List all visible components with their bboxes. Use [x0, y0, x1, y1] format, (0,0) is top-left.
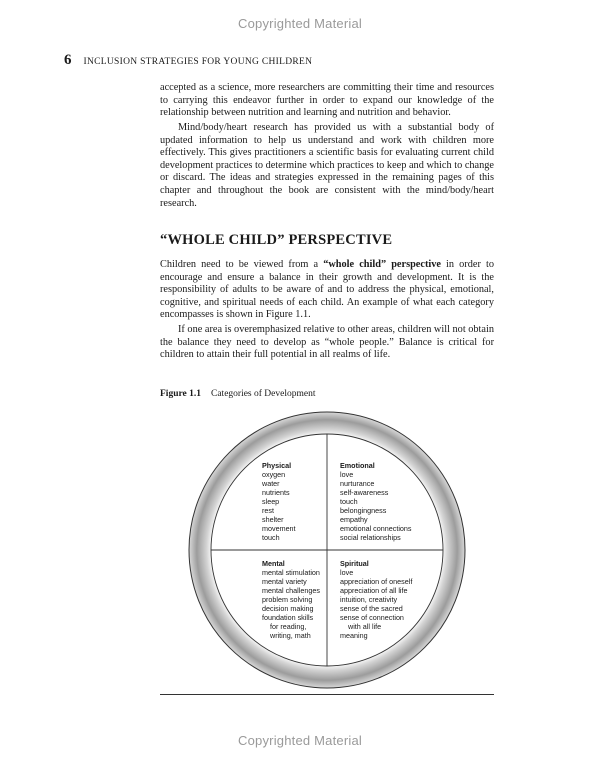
emotional-item: empathy: [340, 515, 368, 524]
paragraph-2: Mind/body/heart research has provided us with a substantial body of updated information to help us understand and work with children more effectively. This gives practitioners a scientific basis for evaluating current child development practices to determine which practices to keep and which to change or discard. The ideas and strategies expressed in the remaining pages of this chapter and throughout the book are consistent with the mind/body/heart research.: [160, 122, 494, 209]
figure-caption-text: Categories of Development: [211, 389, 316, 399]
emotional-item: social relationships: [340, 533, 401, 542]
spiritual-item: sense of the sacred: [340, 604, 403, 613]
mental-item: for reading,: [270, 622, 307, 631]
emotional-item: touch: [340, 497, 358, 506]
spiritual-item: appreciation of oneself: [340, 577, 413, 586]
emotional-item: self-awareness: [340, 488, 389, 497]
physical-item: sleep: [262, 497, 280, 506]
mental-item: mental stimulation: [262, 568, 320, 577]
whole-child-term: “whole child” perspective: [323, 259, 441, 270]
figure-label: Figure 1.1: [160, 389, 201, 399]
figure-bottom-rule: [160, 694, 494, 695]
physical-item: rest: [262, 506, 274, 515]
physical-title: Physical: [262, 461, 292, 470]
mental-item: decision making: [262, 604, 314, 613]
emotional-item: nurturance: [340, 479, 375, 488]
spiritual-item: meaning: [340, 631, 368, 640]
physical-item: nutrients: [262, 488, 290, 497]
emotional-item: love: [340, 470, 354, 479]
watermark-bottom: Copyrighted Material: [238, 733, 362, 748]
spiritual-item: love: [340, 568, 354, 577]
spiritual-item: with all life: [348, 622, 382, 631]
physical-item: shelter: [262, 515, 284, 524]
watermark-top: Copyrighted Material: [238, 16, 362, 31]
paragraph-1: accepted as a science, more researchers are committing their time and resources to carrying this endeavor further in order to expand our knowledge of the relationship between nutrition and learning and nutrition and behavior.: [160, 82, 494, 119]
mental-item: writing, math: [270, 631, 311, 640]
physical-item: movement: [262, 524, 296, 533]
running-head-title: INCLUSION STRATEGIES FOR YOUNG CHILDREN: [83, 57, 313, 67]
emotional-item: belongingness: [340, 506, 387, 515]
paragraph-4: If one area is overemphasized relative to other areas, children will not obtain the balance they need to develop as “whole people.” Balance is critical for children to attain their full potential in all realms of life.: [160, 324, 494, 361]
mental-item: mental challenges: [262, 586, 320, 595]
spiritual-item: sense of connection: [340, 613, 404, 622]
spiritual-item: intuition, creativity: [340, 595, 398, 604]
emotional-title: Emotional: [340, 461, 375, 470]
physical-item: water: [262, 479, 280, 488]
spiritual-title: Spiritual: [340, 559, 369, 568]
physical-item: touch: [262, 533, 280, 542]
mental-item: foundation skills: [262, 613, 314, 622]
page-number: 6: [64, 52, 72, 68]
mental-item: mental variety: [262, 577, 307, 586]
paragraph-3-lead: Children need to be viewed from a: [160, 259, 324, 270]
mental-item: problem solving: [262, 595, 313, 604]
physical-item: oxygen: [262, 470, 286, 479]
spiritual-item: appreciation of all life: [340, 586, 408, 595]
paragraph-3-rest: in order to encourage and ensure a balance in their growth and development. It is the responsibility of adults to be aware of and to address the physical, emotional, cognitive, and spiritual needs of each child. An example of what each category encompasses is shown in Figure 1.1.: [160, 259, 494, 321]
emotional-item: emotional connections: [340, 524, 412, 533]
section-heading: “WHOLE CHILD” PERSPECTIVE: [160, 232, 393, 248]
mental-title: Mental: [262, 559, 285, 568]
